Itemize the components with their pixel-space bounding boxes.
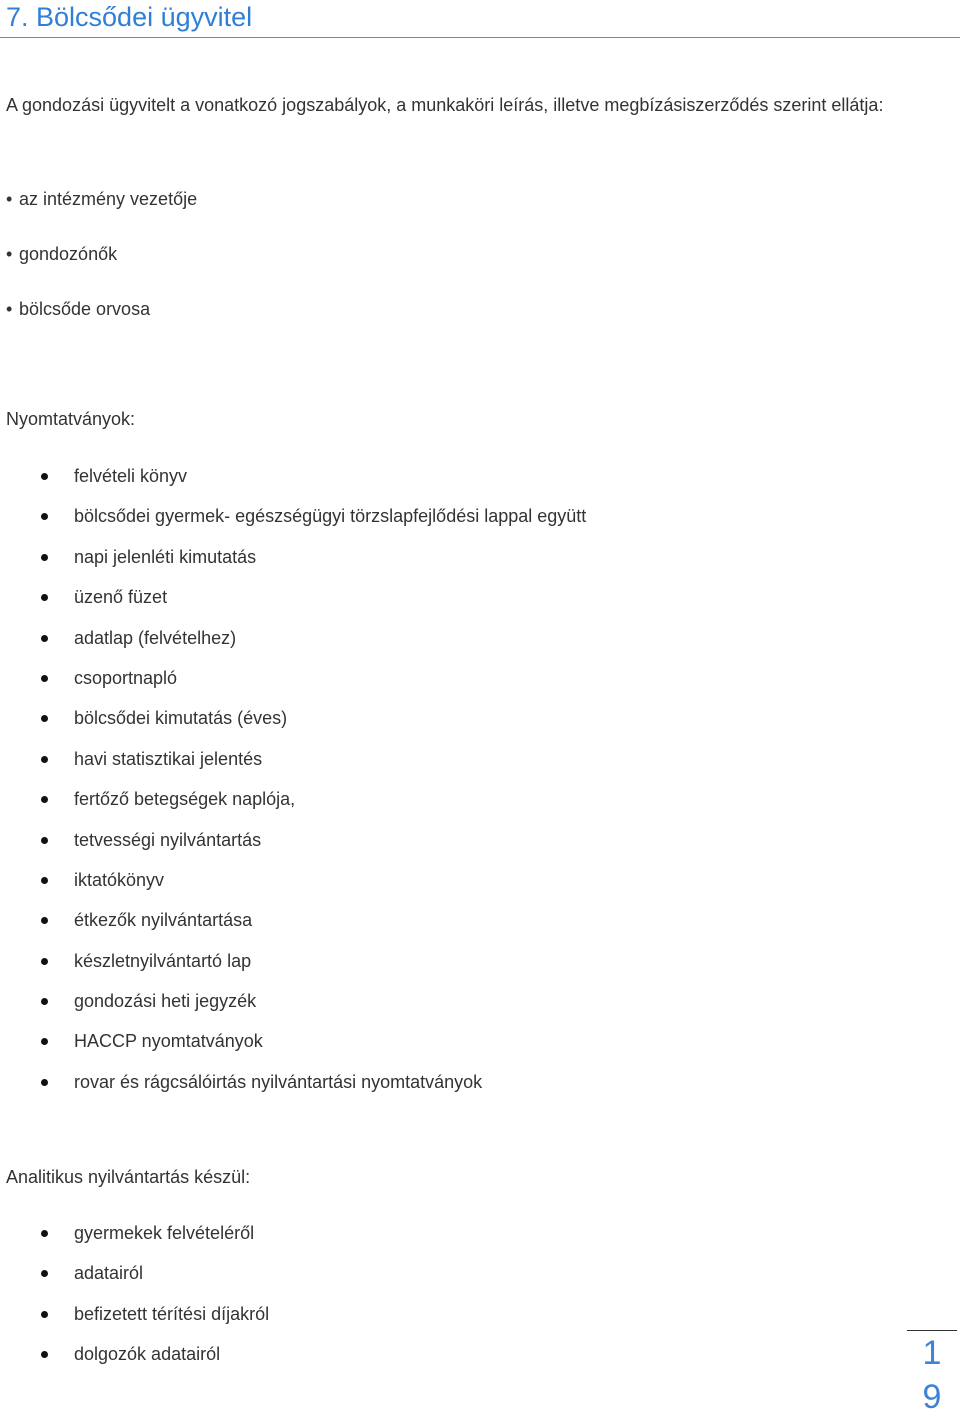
analytics-item: gyermekek felvételéről — [0, 1221, 269, 1261]
bullet-icon — [41, 1038, 48, 1045]
forms-item: fertőző betegségek naplója, — [0, 787, 586, 827]
bullet-icon: • — [6, 299, 13, 319]
page-number — [907, 1330, 957, 1419]
intro-paragraph: A gondozási ügyvitelt a vonatkozó jogszabályok, a munkaköri leírás, illetve megbízásiszerződés szerint ellátja: — [6, 95, 884, 115]
bullet-icon — [41, 675, 48, 682]
section-title: 7. Bölcsődei ügyvitel — [6, 2, 253, 32]
forms-item: gondozási heti jegyzék — [0, 989, 586, 1029]
forms-item: adatlap (felvételhez) — [0, 626, 586, 666]
bullet-icon — [41, 958, 48, 965]
forms-item: üzenő füzet — [0, 585, 586, 625]
bullet-icon — [41, 917, 48, 924]
bullet-icon — [41, 1270, 48, 1277]
page-number-digit: 1 — [922, 1334, 942, 1372]
bullet-icon — [41, 513, 48, 520]
forms-item: bölcsődei kimutatás (éves) — [0, 706, 586, 746]
analytics-item: befizetett térítési díjakról — [0, 1302, 269, 1342]
analytics-item: adatairól — [0, 1261, 269, 1301]
bullet-icon — [41, 877, 48, 884]
forms-item: havi statisztikai jelentés — [0, 747, 586, 787]
forms-item: tetvességi nyilvántartás — [0, 828, 586, 868]
analytics-item: dolgozók adatairól — [0, 1342, 269, 1382]
forms-item: iktatókönyv — [0, 868, 586, 908]
bullet-icon — [41, 837, 48, 844]
title-underline — [0, 37, 960, 38]
bullet-icon — [41, 554, 48, 561]
bullet-icon — [41, 473, 48, 480]
analytics-heading: Analitikus nyilvántartás készül: — [6, 1167, 251, 1187]
responsible-item: • az intézmény vezetője — [6, 189, 198, 209]
bullet-icon: • — [6, 189, 13, 209]
page-number-digit: 9 — [922, 1378, 942, 1416]
forms-item: csoportnapló — [0, 666, 586, 706]
bullet-icon — [41, 715, 48, 722]
forms-item: felvételi könyv — [0, 464, 586, 504]
bullet-icon — [41, 1230, 48, 1237]
bullet-icon — [41, 594, 48, 601]
forms-item: napi jelenléti kimutatás — [0, 545, 586, 585]
forms-item: bölcsődei gyermek- egészségügyi törzslapfejlődési lappal együtt — [0, 504, 586, 544]
bullet-icon — [41, 1351, 48, 1358]
forms-item: készletnyilvántartó lap — [0, 949, 586, 989]
responsible-item: • gondozónők — [6, 244, 118, 264]
analytics-list — [0, 1221, 269, 1383]
bullet-icon — [41, 635, 48, 642]
forms-heading: Nyomtatványok: — [6, 409, 136, 429]
bullet-icon — [41, 998, 48, 1005]
bullet-icon — [41, 756, 48, 763]
bullet-icon — [41, 1079, 48, 1086]
forms-item: rovar és rágcsálóirtás nyilvántartási nyomtatványok — [0, 1070, 586, 1110]
forms-item: étkezők nyilvántartása — [0, 908, 586, 948]
bullet-icon: • — [6, 244, 13, 264]
responsible-item: • bölcsőde orvosa — [6, 299, 151, 319]
forms-item: HACCP nyomtatványok — [0, 1029, 586, 1069]
bullet-icon — [41, 796, 48, 803]
forms-list — [0, 464, 586, 1110]
bullet-icon — [41, 1311, 48, 1318]
